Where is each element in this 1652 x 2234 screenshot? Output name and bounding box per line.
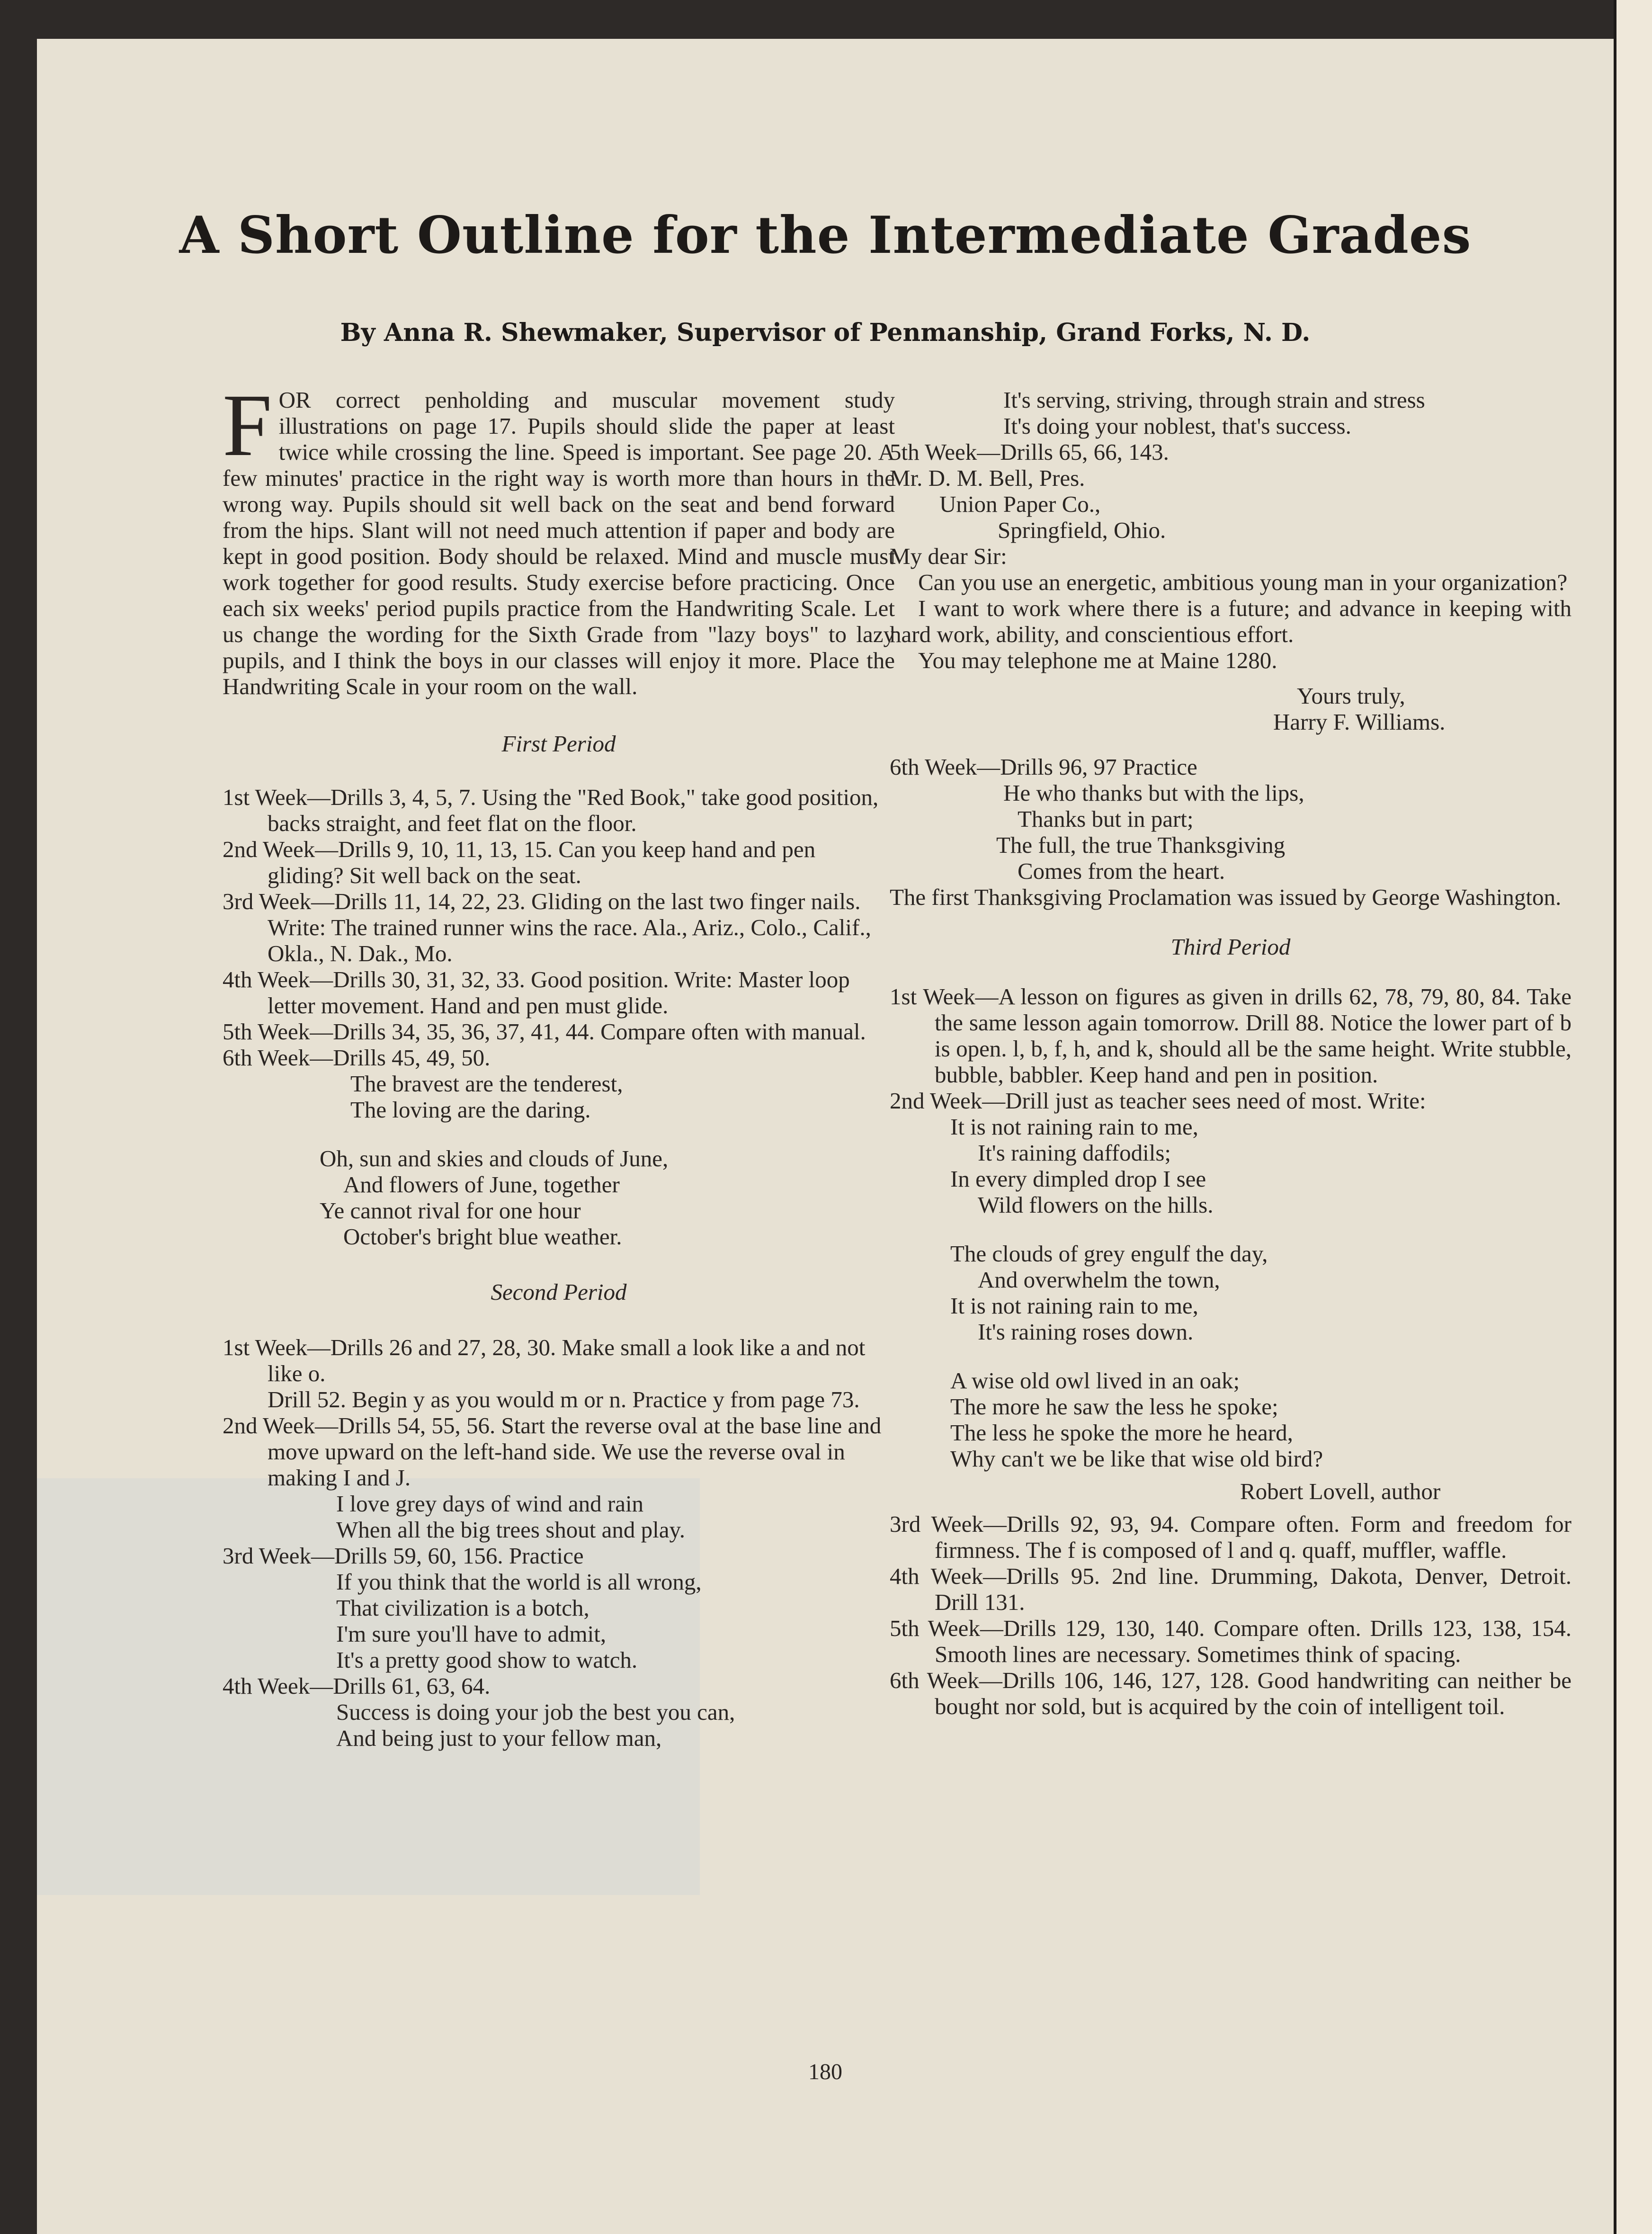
verse-line: And overwhelm the town, xyxy=(978,1267,1220,1293)
verse-line: It's a pretty good show to watch. xyxy=(336,1647,638,1673)
verse-line: And being just to your fellow man, xyxy=(336,1725,662,1751)
verse-line: October's bright blue weather. xyxy=(343,1224,622,1250)
first-period-week-5: 5th Week—Drills 34, 35, 36, 37, 41, 44. Compare often with manual. xyxy=(223,1019,866,1045)
verse-line: In every dimpled drop I see xyxy=(950,1166,1206,1192)
first-period-week-2: 2nd Week—Drills 9, 10, 11, 13, 15. Can you keep hand and pen gliding? Sit well back on the seat. xyxy=(223,836,816,888)
verse-line: Success is doing your job the best you can, xyxy=(336,1699,735,1725)
verse-line: He who thanks but with the lips, xyxy=(1003,780,1304,806)
verse-line: Thanks but in part; xyxy=(1018,806,1194,832)
second-period-week-6: 6th Week—Drills 96, 97 Practice xyxy=(890,754,1197,780)
letter-paragraph: Can you use an energetic, ambitious young man in your organization? xyxy=(918,569,1568,595)
verse-line: It is not raining rain to me, xyxy=(950,1114,1198,1140)
verse-line: It's serving, striving, through strain and stress xyxy=(1003,387,1425,413)
intro-paragraph xyxy=(223,375,895,699)
verse-line: It's raining roses down. xyxy=(978,1319,1194,1345)
verse-line: If you think that the world is all wrong, xyxy=(336,1569,702,1595)
intro-text: OR correct penholding and muscular movement study illustrations on page 17. Pupils should slide the paper at least twice while crossing the line. Speed is important. See page 20. A few minutes' practice in the right way is worth more than hours in the wrong way. Pupils should sit well back on the seat and bend forward from the hips. Slant will not need much attention if paper and body are kept in good position. Body should be relaxed. Mind and muscle must work together for good results. Study exercise before practicing. Once each six weeks' period pupils practice from the Handwriting Scale. Let us change the wording for the Sixth Grade from "lazy boys" to lazy pupils, and I think the boys in our classes will enjoy it more. Place the Handwriting Scale in your room on the wall. xyxy=(223,387,895,699)
article-title: A Short Outline for the Intermediate Grades xyxy=(179,206,1472,265)
verse-line: It's raining daffodils; xyxy=(978,1140,1171,1166)
second-period-week-3: 3rd Week—Drills 59, 60, 156. Practice xyxy=(223,1543,584,1569)
verse-line: Oh, sun and skies and clouds of June, xyxy=(320,1145,669,1171)
verse-line: I'm sure you'll have to admit, xyxy=(336,1621,607,1647)
verse-line: It's doing your noblest, that's success. xyxy=(1003,413,1351,439)
verse-line: I love grey days of wind and rain xyxy=(336,1491,644,1517)
second-period-week-1: 1st Week—Drills 26 and 27, 28, 30. Make small a look like a and not like o. xyxy=(223,1334,866,1386)
first-period-heading: First Period xyxy=(501,731,616,757)
letter-salutation: My dear Sir: xyxy=(890,543,1007,569)
third-period-week-3: 3rd Week—Drills 92, 93, 94. Compare often. Form and freedom for firmness. The f is composed of l and q. quaff, muffler, waffle. xyxy=(890,1511,1572,1563)
first-period-week-1: 1st Week—Drills 3, 4, 5, 7. Using the "Red Book," take good position, backs straight, and feet flat on the floor. xyxy=(223,784,879,836)
verse-line: That civilization is a botch, xyxy=(336,1595,589,1621)
verse-line: Comes from the heart. xyxy=(1018,858,1225,884)
verse-line: The less he spoke the more he heard, xyxy=(950,1420,1293,1446)
letter-paragraph: You may telephone me at Maine 1280. xyxy=(918,647,1277,673)
thanksgiving-note: The first Thanksgiving Proclamation was issued by George Washington. xyxy=(890,884,1562,910)
second-period-week-1-drill: Drill 52. Begin y as you would m or n. Practice y from page 73. xyxy=(268,1386,860,1412)
second-period-week-5: 5th Week—Drills 65, 66, 143. xyxy=(890,439,1169,465)
letter-signature: Harry F. Williams. xyxy=(1273,709,1446,735)
left-column xyxy=(223,375,895,1751)
verse-line: The loving are the daring. xyxy=(350,1097,591,1123)
third-period-week-5: 5th Week—Drills 129, 130, 140. Compare often. Drills 123, 138, 154. Smooth lines are necessary. Sometimes think of spacing. xyxy=(890,1615,1572,1667)
third-period-week-4: 4th Week—Drills 95. 2nd line. Drumming, Dakota, Denver, Detroit. Drill 131. xyxy=(890,1563,1572,1615)
third-period-week-6: 6th Week—Drills 106, 146, 127, 128. Good handwriting can neither be bought nor sold, but is acquired by the coin of intelligent toil. xyxy=(890,1667,1572,1719)
poem-author: Robert Lovell, author xyxy=(1240,1478,1441,1504)
first-period-week-4: 4th Week—Drills 30, 31, 32, 33. Good position. Write: Master loop letter movement. Hand and pen must glide. xyxy=(223,966,850,1019)
magazine-page xyxy=(37,39,1614,2234)
drop-cap: F xyxy=(223,375,272,474)
verse-line: The bravest are the tenderest, xyxy=(350,1071,623,1097)
verse-line: When all the big trees shout and play. xyxy=(336,1517,686,1543)
verse-line: The full, the true Thanksgiving xyxy=(996,832,1286,858)
second-period-week-2: 2nd Week—Drills 54, 55, 56. Start the reverse oval at the base line and move upward on the left-hand side. We use the reverse oval in making I and J. xyxy=(223,1412,882,1491)
verse-line: Ye cannot rival for one hour xyxy=(320,1197,581,1224)
first-period-week-3: 3rd Week—Drills 11, 14, 22, 23. Gliding on the last two finger nails. Write: The trained runner wins the race. Ala., Ariz., Colo., Calif., Okla., N. Dak., Mo. xyxy=(223,888,871,966)
letter-closing: Yours truly, xyxy=(1297,683,1405,709)
third-period-heading: Third Period xyxy=(1170,934,1291,960)
second-period-heading: Second Period xyxy=(491,1279,627,1305)
verse-line: A wise old owl lived in an oak; xyxy=(950,1367,1240,1394)
verse-line: The more he saw the less he spoke; xyxy=(950,1394,1278,1420)
second-period-week-4: 4th Week—Drills 61, 63, 64. xyxy=(223,1673,491,1699)
verse-line: It is not raining rain to me, xyxy=(950,1293,1198,1319)
third-period-week-2: 2nd Week—Drill just as teacher sees need of most. Write: xyxy=(890,1088,1426,1114)
verse-line: And flowers of June, together xyxy=(343,1171,620,1197)
first-period-week-6: 6th Week—Drills 45, 49, 50. xyxy=(223,1045,491,1071)
letter-company: Union Paper Co., xyxy=(939,491,1101,517)
letter-paragraph: I want to work where there is a future; and advance in keeping with hard work, ability, and conscientious effort. xyxy=(890,595,1572,647)
letter-recipient: Mr. D. M. Bell, Pres. xyxy=(890,465,1085,491)
author-byline: By Anna R. Shewmaker, Supervisor of Penmanship, Grand Forks, N. D. xyxy=(340,318,1311,347)
verse-line: Wild flowers on the hills. xyxy=(978,1192,1214,1218)
right-column xyxy=(890,387,1572,1719)
third-period-week-1: 1st Week—A lesson on figures as given in drills 62, 78, 79, 80, 84. Take the same lesson again tomorrow. Drill 88. Notice the lower part of b is open. l, b, f, h, and k, should all be the same height. Write stubble, bubble, babbler. Keep hand and pen in position. xyxy=(890,983,1572,1088)
letter-city: Springfield, Ohio. xyxy=(998,517,1166,543)
facing-page-edge xyxy=(1614,0,1652,2234)
verse-line: The clouds of grey engulf the day, xyxy=(950,1241,1268,1267)
page-number: 180 xyxy=(808,2059,842,2084)
verse-line: Why can't we be like that wise old bird? xyxy=(950,1446,1323,1472)
